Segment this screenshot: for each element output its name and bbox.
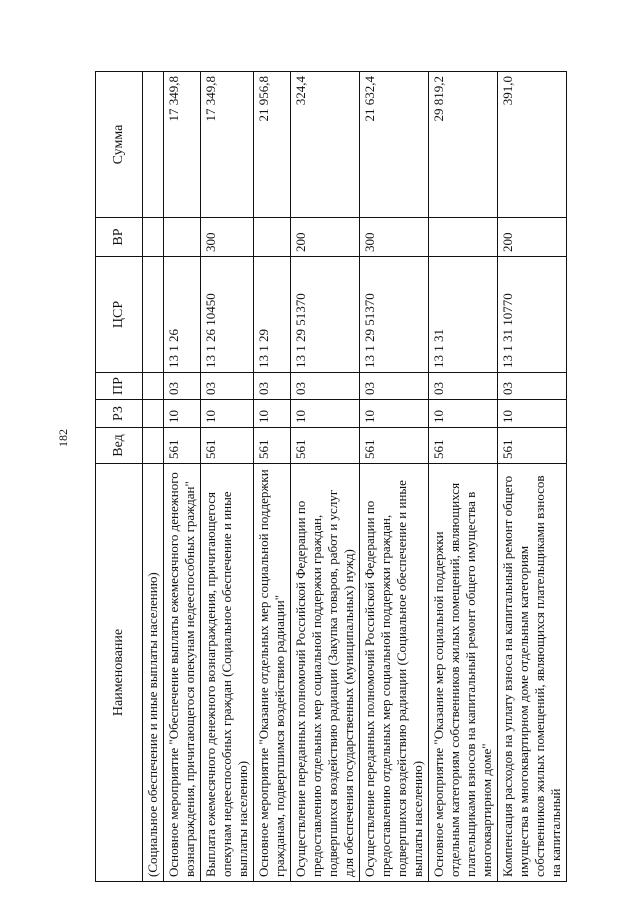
table-row <box>143 72 164 882</box>
cell-pr: 03 <box>429 373 498 400</box>
cell-sum: 324,4 <box>291 72 360 218</box>
header-name: Наименование <box>96 464 143 882</box>
table-row <box>291 72 360 882</box>
cell-csr: 13 1 29 51370 <box>360 257 429 373</box>
cell-rz: 10 <box>291 400 360 428</box>
cell-sum: 17 349,8 <box>164 72 201 218</box>
cell-ved: 561 <box>498 428 567 464</box>
cell-rz: 10 <box>201 400 254 428</box>
cell-name: Компенсация расходов на уплату взноса на капитальный ремонт общего имущества в многоквартирном доме отдельным категориям собственников жилых помещений, являющихся плательщиками взносов на капитальный <box>498 464 567 882</box>
cell-vr <box>164 218 201 257</box>
cell-ved: 561 <box>429 428 498 464</box>
table-row <box>360 72 429 882</box>
cell-name: Выплата ежемесячного денежного вознаграждения, причитающегося опекунам недееспособных граждан (Социальное обеспечение и иные выплаты населению) <box>201 464 254 882</box>
header-sum: Сумма <box>96 72 143 218</box>
cell-ved: 561 <box>360 428 429 464</box>
table-row <box>429 72 498 882</box>
cell-sum: 29 819,2 <box>429 72 498 218</box>
cell-sum: 391,0 <box>498 72 567 218</box>
cell-rz: 10 <box>164 400 201 428</box>
cell-rz: 10 <box>498 400 567 428</box>
cell-sum <box>143 72 164 218</box>
header-vr: ВР <box>96 218 143 257</box>
header-ved: Вед <box>96 428 143 464</box>
cell-name: Осуществление переданных полномочий Российской Федерации по предоставлению отдельных мер социальной поддержки граждан, подвергшихся воздействию радиации (Социальное обеспечение и иные выплаты населению) <box>360 464 429 882</box>
cell-csr: 13 1 26 10450 <box>201 257 254 373</box>
table-row <box>201 72 254 882</box>
cell-rz <box>143 400 164 428</box>
cell-vr: 200 <box>498 218 567 257</box>
budget-table <box>95 71 567 882</box>
cell-name: Основное мероприятие "Обеспечение выплаты ежемесячного денежного вознаграждения, причитающегося опекунам недееспособных граждан" <box>164 464 201 882</box>
cell-name: (Социальное обеспечение и иные выплаты населению) <box>143 464 164 882</box>
rotated-page-content <box>95 72 610 882</box>
cell-csr: 13 1 29 <box>254 257 291 373</box>
cell-pr: 03 <box>254 373 291 400</box>
table-row <box>254 72 291 882</box>
cell-rz: 10 <box>429 400 498 428</box>
cell-pr: 03 <box>164 373 201 400</box>
cell-pr: 03 <box>498 373 567 400</box>
cell-sum: 17 349,8 <box>201 72 254 218</box>
cell-rz: 10 <box>254 400 291 428</box>
cell-pr: 03 <box>201 373 254 400</box>
cell-name: Основное мероприятие "Оказание отдельных мер социальной поддержки гражданам, подвергшимся воздействию радиации" <box>254 464 291 882</box>
cell-ved: 561 <box>201 428 254 464</box>
header-pr: ПР <box>96 373 143 400</box>
cell-name: Основное мероприятие "Оказание мер социальной поддержки отдельным категориям собственников жилых помещений, являющихся плательщиками взносов на капитальный ремонт общего имущества в многоквартирном доме" <box>429 464 498 882</box>
cell-pr: 03 <box>291 373 360 400</box>
cell-csr: 13 1 29 51370 <box>291 257 360 373</box>
cell-sum: 21 632,4 <box>360 72 429 218</box>
cell-ved <box>143 428 164 464</box>
cell-vr: 200 <box>291 218 360 257</box>
cell-name: Осуществление переданных полномочий Российской Федерации по предоставлению отдельных мер социальной поддержки граждан, подвергшихся воздействию радиации (Закупка товаров, работ и услуг для обеспечения государственных (муниципальных) нужд) <box>291 464 360 882</box>
cell-ved: 561 <box>254 428 291 464</box>
cell-vr: 300 <box>360 218 429 257</box>
table-row <box>498 72 567 882</box>
header-rz: РЗ <box>96 400 143 428</box>
cell-vr <box>429 218 498 257</box>
cell-pr <box>143 373 164 400</box>
table-row <box>164 72 201 882</box>
cell-vr <box>143 218 164 257</box>
cell-csr: 13 1 31 <box>429 257 498 373</box>
cell-rz: 10 <box>360 400 429 428</box>
cell-csr <box>143 257 164 373</box>
cell-ved: 561 <box>291 428 360 464</box>
cell-pr: 03 <box>360 373 429 400</box>
cell-sum: 21 956,8 <box>254 72 291 218</box>
header-csr: ЦСР <box>96 257 143 373</box>
cell-ved: 561 <box>164 428 201 464</box>
page-number: 182 <box>56 429 70 447</box>
cell-csr: 13 1 26 <box>164 257 201 373</box>
cell-csr: 13 1 31 10770 <box>498 257 567 373</box>
cell-vr <box>254 218 291 257</box>
cell-vr: 300 <box>201 218 254 257</box>
table-header-row <box>96 72 143 882</box>
